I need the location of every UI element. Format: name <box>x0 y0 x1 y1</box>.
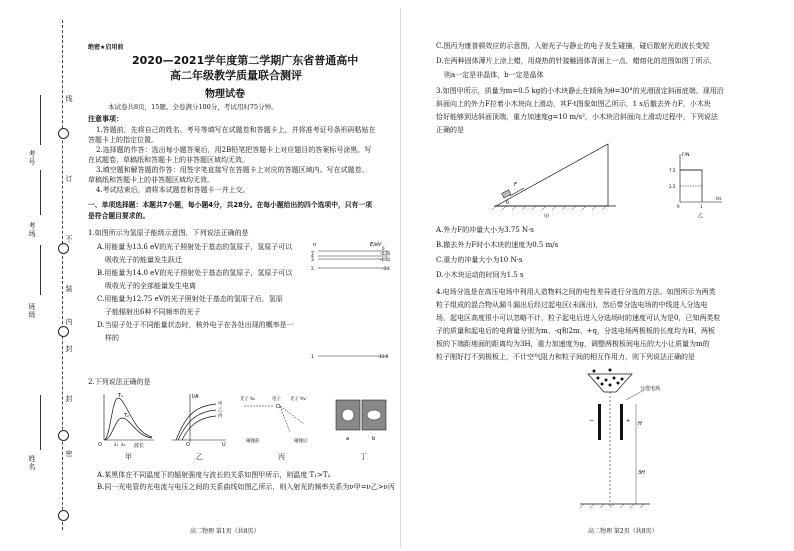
question-line: 恰好能够到达斜面顶端，重力加速度g=10 m/s²，小木块沿斜面向上滑动过程中，下列说法 <box>436 113 718 121</box>
axis-y-label: I/A <box>192 394 199 400</box>
question-line: 板的下端距地面的距离均为3H，重力加速度为g，调整两极板间电压的大小让质量为m的 <box>436 340 710 348</box>
level-e: -0.85 <box>380 251 391 256</box>
seal-char: 封 <box>65 395 73 403</box>
axis-x-label: 波长 <box>134 443 145 449</box>
figure-ft-graph <box>668 150 728 220</box>
binding-line <box>62 20 63 530</box>
question-line: 斜面向上的外力F拉着小木块向上滑动，其F-t图象如图乙所示，1 s后撤去外力F，小木块 <box>436 100 711 108</box>
figure-incline <box>490 140 620 220</box>
series-label: 乙 <box>218 408 223 413</box>
figure-yi <box>168 390 230 450</box>
option-line: D.当原子处于不同能量状态时，核外电子在各处出现的概率是一 <box>97 321 294 329</box>
question-4 <box>436 287 720 365</box>
seal-char: 线 <box>65 95 73 103</box>
label-after: 碰撞后 <box>294 439 308 444</box>
label-before: 碰撞前 <box>246 439 260 444</box>
level-e: 0 <box>382 246 385 251</box>
plate-sign-minus: − <box>589 417 595 424</box>
binding-label-banji: 班级 <box>28 303 36 319</box>
tick-label: λ₂ <box>121 442 125 447</box>
seal-char: 封 <box>65 345 73 353</box>
binding-hole <box>58 243 69 254</box>
level-n: 3 <box>311 258 314 263</box>
option-line: A.用能量为13.6 eV的光子照射处于基态的氢原子，氢原子可以 <box>97 243 293 251</box>
angle-label: θ <box>506 201 509 206</box>
notice-line: 3.填空题和解答题的作答：用签字笔直接写在答题卡上对应的答题区域内。写在试题卷、 <box>96 166 369 174</box>
notice-line: 1.答题前，先将自己的姓名、考号等填写在试题卷和答题卡上，并将准考证号条形码粘贴在 <box>96 126 376 134</box>
seal-char: 订 <box>65 175 73 183</box>
level-n: 1 <box>311 355 314 360</box>
label-electron: 电子 <box>272 397 281 402</box>
seal-char: 密 <box>65 450 73 458</box>
option-line: B.撤去外力F时小木块的速度为0.5 m/s <box>436 241 559 249</box>
page-footer-right: 高二物理 第2页（共8页） <box>588 528 658 535</box>
header-e: E/eV <box>370 242 382 248</box>
energy-level-diagram <box>310 238 396 368</box>
caption-jia: 甲 <box>125 453 132 461</box>
question-line: 场，起电区高度很小可以忽略不计，粒子起电后进入分选场时的速度可认为是0，已知两类粒 <box>436 314 721 322</box>
option-line: 子能辐射出6种不同频率的光子 <box>105 308 201 316</box>
height-3h: 3H <box>638 470 645 476</box>
header-n: n <box>313 242 317 248</box>
option-line: 则a一定是非晶体，b一定是晶体 <box>444 71 544 79</box>
exam-title-3: 物理试卷 <box>205 89 245 100</box>
option-line: D.在两种固体薄片上涂上蜡，用烧热的针接触固体背面上一点，蜡熔化的范围如图丁所示， <box>436 57 717 65</box>
label-b: b <box>372 436 376 442</box>
height-h: H <box>638 421 642 427</box>
axis-origin: O <box>98 442 102 448</box>
binding-underline <box>40 95 41 145</box>
option-line: B.用能量为14.0 eV的光子照射处于基态的氢原子，氢原子可以 <box>97 269 293 277</box>
curve-t2: T₂ <box>124 413 130 419</box>
question-line: 子的质量和起电后的电荷量分别为m、-q和2m、+q，分选电场两极板的长度均为H，两板 <box>436 327 716 335</box>
notice-line: 在试题卷、草稿纸和答题卡上的非答题区域均无效。 <box>88 156 249 164</box>
exam-info: 本试卷共8页，15题。全卷满分100分，考试用时75分钟。 <box>108 103 278 111</box>
label-a: a <box>346 436 350 442</box>
caption-bing: 丙 <box>278 453 285 461</box>
seal-char: 内 <box>65 318 73 326</box>
binding-hole <box>58 510 69 521</box>
figure-ding <box>334 398 390 444</box>
section-heading: 一、单项选择题：本题共7小题，每小题4分，共28分。在每小题给出的四个选项中，只有一项 <box>88 201 372 209</box>
axis-y-label: F/N <box>682 153 690 158</box>
binding-underline <box>40 245 41 295</box>
question-line: 粒子组成的混合物从漏斗漏出后经过起电区(未画出)，然后带分选电场的中线进入分选电 <box>436 301 708 309</box>
binding-label-xingming: 姓名 <box>28 455 36 471</box>
question-3 <box>436 86 724 138</box>
question-1-options <box>97 242 294 346</box>
figure-jia <box>96 390 158 450</box>
notice-line: 草稿纸和答题卡上的非答题区域均无效。 <box>88 176 214 184</box>
level-n: ∞ <box>311 250 315 255</box>
axis-origin: O <box>186 442 190 448</box>
notice-line: 2.选择题的作答：选出每小题答案后，用2B铅笔把答题卡上对应题目的答案标号涂黑。写 <box>96 146 372 154</box>
section-heading-2: 是符合题目要求的。 <box>88 212 150 220</box>
binding-underline <box>40 395 41 450</box>
binding-hole <box>58 326 69 337</box>
option-line: D.小木块运动的时间为1.5 s <box>436 271 524 279</box>
level-e: -1.51 <box>380 257 391 262</box>
tick-label: 7.5 <box>669 168 676 173</box>
question-line: 4.电场分选是在高压电场中利用人造物料之间的电性差异进行分选的方法。如图所示为两类 <box>436 288 716 296</box>
plate-sign-plus: + <box>626 418 631 424</box>
level-n: 2 <box>311 267 314 272</box>
option-line: A.外力F的冲量大小为3.75 N·s <box>436 226 534 234</box>
label-photon-in: 光子 h₀ <box>240 397 256 402</box>
option-line: A.某黑体在不同温度下的辐射强度与波长的关系如图甲所示，则温度 T₁>T₂ <box>97 471 331 479</box>
question-line: 粒子刚好打不到极板上，不计空气阻力和粒子间的相互作用力，则下列说法正确的是 <box>436 353 695 361</box>
caption-yi: 乙 <box>196 453 203 461</box>
level-n: 4 <box>311 254 314 259</box>
series-label: 甲 <box>218 402 223 407</box>
tick-label: λ₁ <box>114 442 118 447</box>
option-line: C.用能量为12.75 eV的光子照射处于基态的氢原子后，氢原 <box>97 295 283 303</box>
force-label: F <box>514 182 517 188</box>
exam-title-1: 2020—2021学年度第二学期广东省普通高中 <box>132 54 359 67</box>
question-line: 3.如图甲所示，质量为m=0.5 kg的小木块静止在倾角为θ=30°的光滑固定斜面底端，现用沿 <box>436 87 724 95</box>
question-3-options <box>436 225 558 285</box>
axis-x-label: t/s <box>716 197 722 202</box>
field-label: 分选电场 <box>640 386 661 392</box>
tick-label: 1 <box>700 204 703 209</box>
option-line: 吸收光子的能量发生跃迁 <box>105 256 182 264</box>
option-line: B.同一光电管的光电流与电压之间的关系曲线如图乙所示，则入射光的频率关系为ν甲=ν乙>ν丙 <box>97 483 395 491</box>
figure-separator <box>540 368 690 518</box>
option-line: 吸收光子的全部能量发生电离 <box>105 282 196 290</box>
tick-label: 2.5 <box>669 184 676 189</box>
caption-yi: 乙 <box>698 213 704 219</box>
notice-list <box>88 125 376 195</box>
level-e: -3.4 <box>382 266 390 271</box>
option-line: 样的 <box>105 334 119 342</box>
notice-title: 注意事项： <box>88 115 123 123</box>
binding-label-kaohao: 考号 <box>28 150 36 166</box>
page-divider <box>400 8 401 548</box>
label-photon-out: 光子 hν <box>290 397 306 402</box>
question-2: 2.下列说法正确的是 <box>88 378 151 386</box>
tick-label: 0 <box>677 204 680 209</box>
axis-x-label: U <box>222 442 226 448</box>
level-e: -13.6 <box>378 354 389 359</box>
question-line: 正确的是 <box>436 126 464 134</box>
binding-hole <box>58 128 69 139</box>
option-line: C.重力的冲量大小为10 N·s <box>436 256 523 264</box>
caption-jia: 甲 <box>544 214 550 220</box>
exam-title-2: 高二年级教学质量联合测评 <box>170 69 302 82</box>
seal-char: 不 <box>65 235 73 243</box>
option-line: C.图丙为康普顿效应的示意图，入射光子与静止的电子发生碰撞，碰后散射光的波长变短 <box>436 42 710 50</box>
notice-line: 4.考试结束后，请将本试题卷和答题卡一并上交。 <box>96 186 250 194</box>
binding-label-kaochang: 考场 <box>28 222 36 238</box>
caption-ding: 丁 <box>360 453 367 461</box>
binding-hole <box>58 430 69 441</box>
curve-t1: T₁ <box>118 393 124 399</box>
question-1: 1.如图所示为氢原子能级示意图，下列说法正确的是 <box>88 229 249 237</box>
figure-bing <box>240 390 324 450</box>
binding-underline <box>40 170 41 215</box>
series-label: 丙 <box>218 414 223 419</box>
secret-label: 绝密★启用前 <box>88 44 124 51</box>
notice-line: 答题卡上的指定位置。 <box>88 136 158 144</box>
seal-char: 装 <box>65 285 73 293</box>
page-footer-left: 高二物理 第1页（共8页） <box>190 528 260 535</box>
